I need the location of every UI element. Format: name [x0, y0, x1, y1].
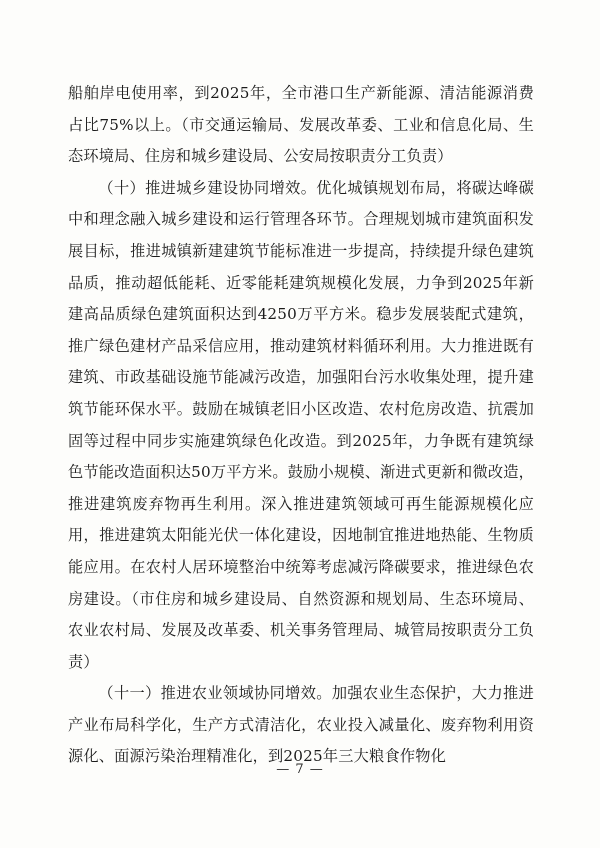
page-content: [68, 78, 534, 773]
page-number: — 7 —: [276, 762, 324, 777]
page-footer: [0, 762, 600, 777]
paragraph-shore-power: 船舶岸电使用率，到2025年，全市港口生产新能源、清洁能源消费占比75%以上。（市交通运输局、发展改革委、工业和信息化局、生态环境局、住房和城乡建设局、公安局按职责分工负责）: [68, 84, 534, 166]
paragraph-urban-rural-construction: （十）推进城乡建设协同增效。优化城镇规划布局，将碳达峰碳中和理念融入城乡建设和运行管理各环节。合理规划城市建筑面积发展目标，推进城镇新建建筑节能标准进一步提高，持续提升绿色建筑品质，推动超低能耗、近零能耗建筑规模化发展，力争到2025年新建高品质绿色建筑面积达到4250万平方米。稳步发展装配式建筑，推广绿色建材产品采信应用，推动建筑材料循环利用。大力推进既有建筑、市政基础设施节能减污改造，加强阳台污水收集处理，提升建筑节能环保水平。鼓励在城镇老旧小区改造、农村危房改造、抗震加固等过程中同步实施建筑绿色化改造。到2025年，力争既有建筑绿色节能改造面积达50万平方米。鼓励小规模、渐进式更新和微改造，推进建筑废弃物再生利用。深入推进建筑领域可再生能源规模化应用，推进建筑太阳能光伏一体化建设，因地制宜推进地热能、生物质能应用。在农村人居环境整治中统筹考虑减污降碳要求，推进绿色农房建设。（市住房和城乡建设局、自然资源和规划局、生态环境局、农业农村局、发展及改革委、机关事务管理局、城管局按职责分工负责）: [68, 178, 534, 671]
paragraph-agriculture: （十一）推进农业领域协同增效。加强农业生态保护，大力推进产业布局科学化，生产方式清洁化，农业投入减量化、废弃物利用资源化、面源污染治理精准化，到2025年三大粮食作物化: [68, 684, 534, 766]
